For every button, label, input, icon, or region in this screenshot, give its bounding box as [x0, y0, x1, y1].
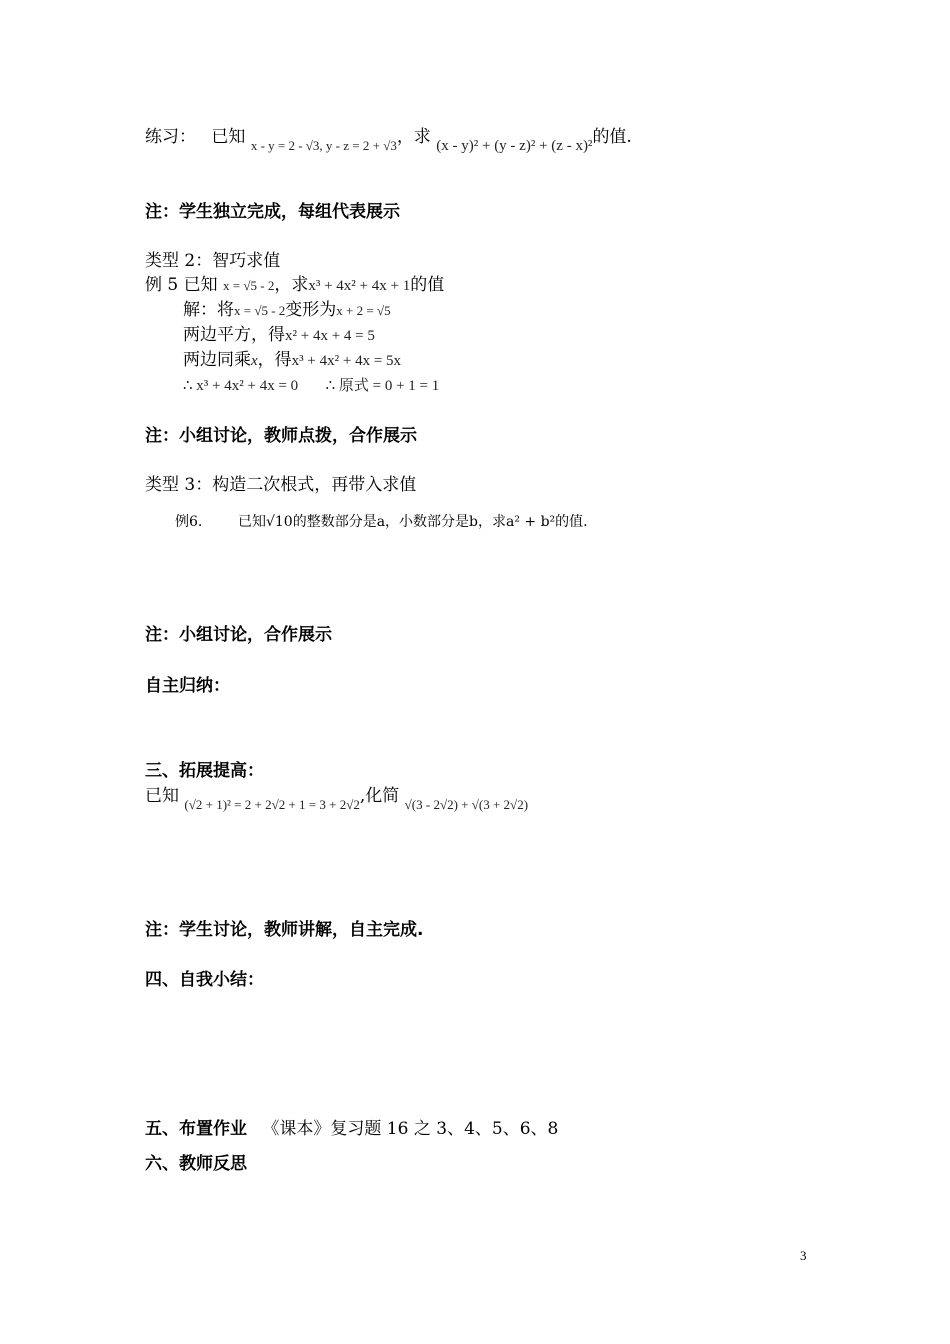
- note-2: 注：小组讨论，教师点拨，合作展示: [145, 426, 417, 446]
- section-5-text: 《课本》复习题 16 之 3、4、5、6、8: [262, 1119, 559, 1139]
- sol-4b: ∴ 原式 = 0 + 1 = 1: [325, 378, 440, 394]
- sol-3a: 两边同乘: [183, 350, 251, 370]
- example-5-expression: x³ + 4x² + 4x + 1: [308, 278, 411, 294]
- solution-line-1: [183, 299, 391, 322]
- sol-3b: x: [251, 353, 258, 369]
- sol-4a: ∴ x³ + 4x² + 4x = 0: [183, 378, 299, 394]
- practice-comma: ，求: [396, 127, 431, 147]
- practice-expression: (x - y)² + (y - z)² + (z - x)²: [436, 138, 593, 154]
- extension-line: [145, 785, 529, 812]
- section-5: [145, 1118, 558, 1140]
- sol-1a: 解：将: [183, 300, 234, 320]
- extension-expression: (√2 + 1)² = 2 + 2√2 + 1 = 3 + 2√2: [184, 797, 360, 812]
- sol-3d: x³ + 4x² + 4x = 5x: [291, 353, 402, 369]
- practice-given: 已知: [211, 127, 246, 147]
- section-3-heading: 三、拓展提高：: [145, 761, 264, 781]
- extension-mid: ,化简: [359, 786, 400, 806]
- sol-2a: 两边平方，得: [183, 325, 285, 345]
- sol-1c: 变形为: [285, 300, 337, 320]
- page-number: 3: [800, 1248, 807, 1263]
- solution-line-4: [183, 374, 439, 397]
- section-5-label: 五、布置作业: [145, 1119, 247, 1139]
- practice-tail: 的值.: [592, 127, 632, 147]
- solution-line-3: [183, 349, 401, 372]
- example-5-label: 例 5 已知: [145, 275, 218, 295]
- practice-label: 练习：: [145, 127, 196, 147]
- example-5: [145, 274, 444, 297]
- example-5-condition: x = √5 - 2: [223, 278, 275, 293]
- note-3: 注：小组讨论，合作展示: [145, 625, 332, 645]
- extension-target: √(3 - 2√2) + √(3 + 2√2): [404, 797, 529, 812]
- sol-1b: x = √5 - 2: [234, 303, 286, 318]
- self-summary-heading: 自主归纳：: [145, 676, 230, 696]
- sol-3c: ，得: [257, 350, 292, 370]
- section-6-heading: 六、教师反思: [145, 1154, 247, 1174]
- type-3-heading: 类型 3：构造二次根式，再带入求值: [145, 475, 417, 495]
- note-1: 注：学生独立完成，每组代表展示: [145, 202, 400, 222]
- example-5-tail: 的值: [410, 275, 445, 295]
- sol-2b: x² + 4x + 4 = 5: [285, 328, 375, 344]
- sol-1d: x + 2 = √5: [336, 303, 391, 318]
- extension-given: 已知: [145, 786, 179, 806]
- example-6: 例6. 已知√10的整数部分是a，小数部分是b，求a² + b²的值.: [175, 514, 588, 530]
- section-4-heading: 四、自我小结：: [145, 970, 264, 990]
- note-4: 注：学生讨论，教师讲解，自主完成.: [145, 920, 424, 940]
- example-5-mid: ，求: [274, 275, 309, 295]
- type-2-heading: 类型 2：智巧求值: [145, 251, 281, 271]
- practice-condition: x - y = 2 - √3, y - z = 2 + √3: [250, 138, 397, 153]
- solution-line-2: [183, 324, 375, 347]
- practice-line: [145, 126, 632, 154]
